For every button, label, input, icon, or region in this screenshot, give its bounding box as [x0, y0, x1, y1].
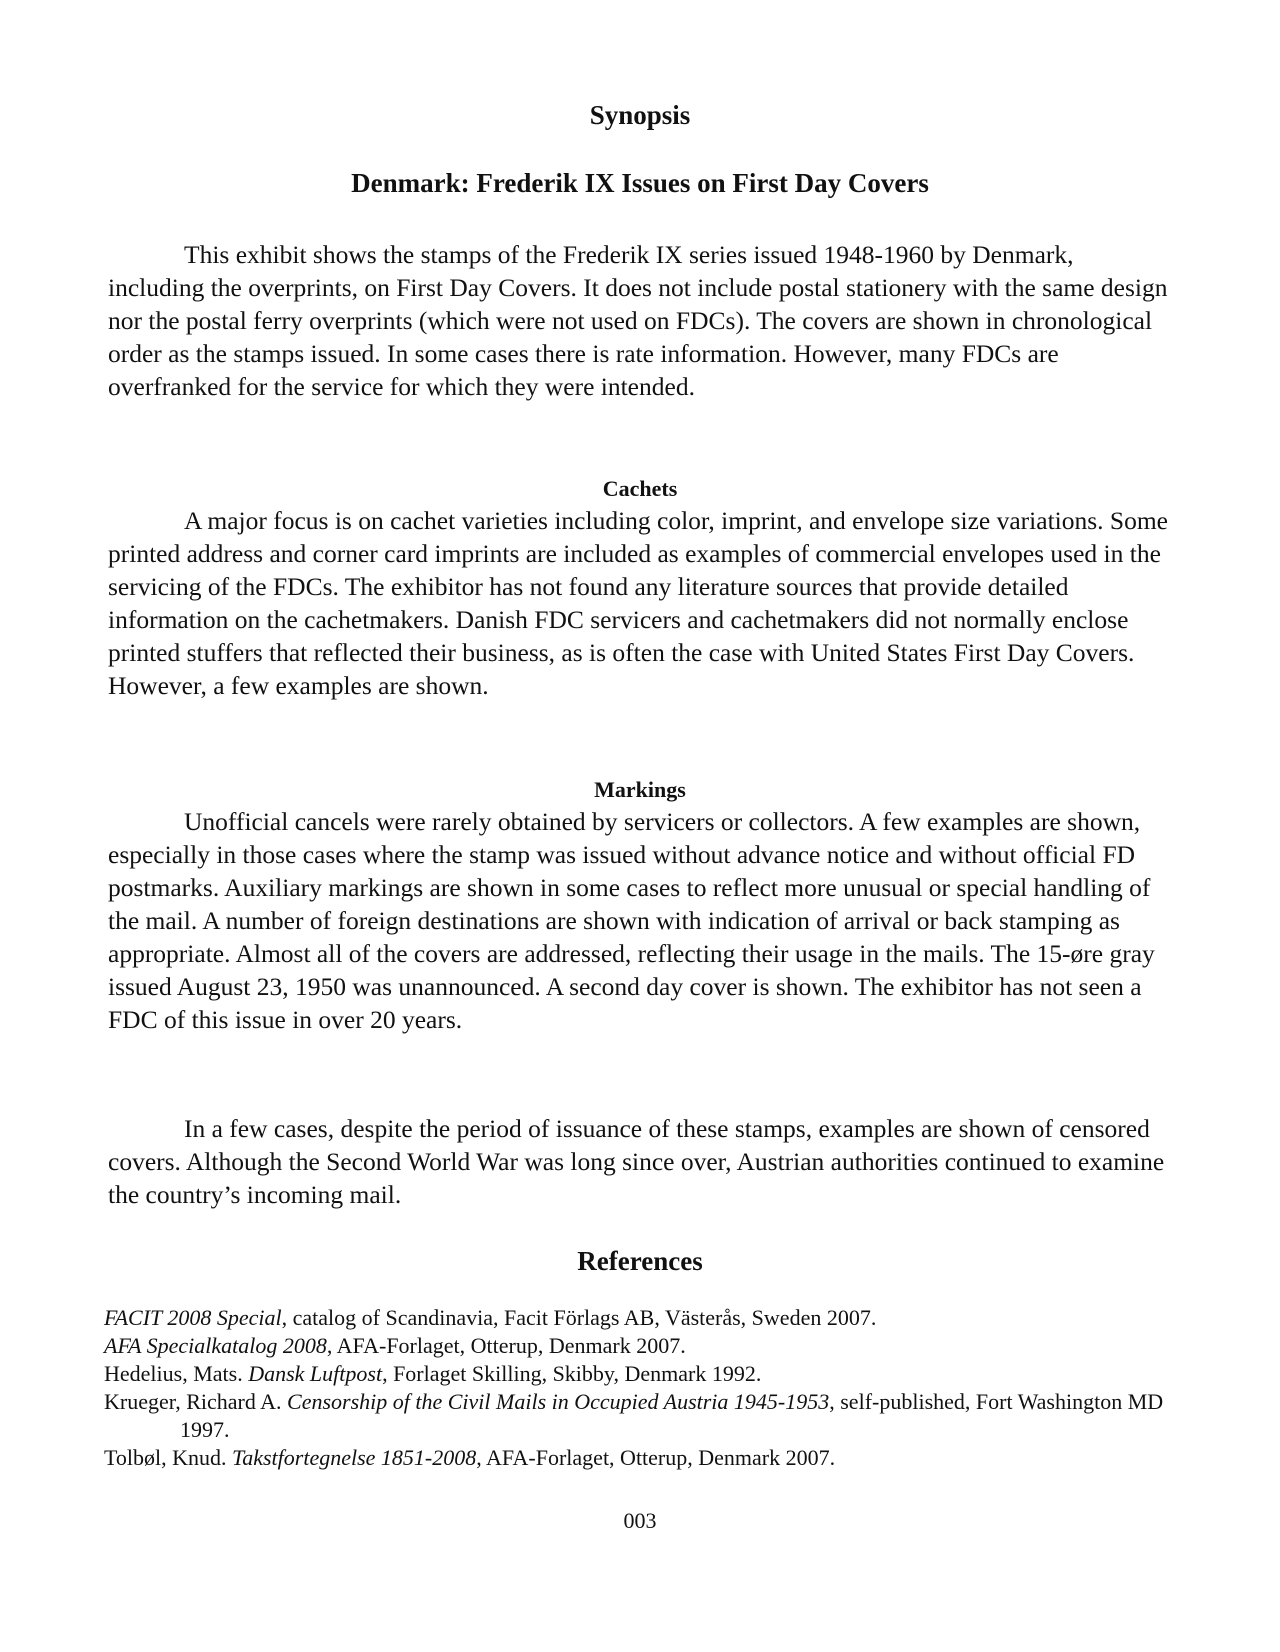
censored-paragraph: In a few cases, despite the period of issuance of these stamps, examples are shown of censored covers. Although the Second World War was long since over, Austrian authorities continued to examine the country’s incoming mail. — [108, 1114, 1165, 1209]
page-number: 003 — [623, 1508, 657, 1533]
page-subtitle: Denmark: Frederik IX Issues on First Day Covers — [351, 168, 929, 198]
reference-item: Hedelius, Mats. Dansk Luftpost, Forlaget Skilling, Skibby, Denmark 1992. — [104, 1361, 762, 1386]
intro-paragraph: This exhibit shows the stamps of the Frederik IX series issued 1948-1960 by Denmark, including the overprints, on First Day Covers. It does not include postal stationery with the same design nor the postal ferry overprints (which were not used on FDCs). The covers are shown in chronological order as the stamps issued. In some cases there is rate information. However, many FDCs are overfranked for the service for which they were intended. — [108, 240, 1168, 401]
reference-item: Krueger, Richard A. Censorship of the Civil Mails in Occupied Austria 1945-1953, self-published, Fort Washington MD 1997. — [104, 1389, 1164, 1442]
page-title: Synopsis — [589, 100, 691, 130]
reference-item: FACIT 2008 Special, catalog of Scandinavia, Facit Förlags AB, Västerås, Sweden 2007. — [104, 1305, 877, 1330]
cachets-paragraph: A major focus is on cachet varieties including color, imprint, and envelope size variations. Some printed address and corner card imprints are included as examples of commercial envelopes used in the servicing of the FDCs. The exhibitor has not found any literature sources that provide detailed information on the cachetmakers. Danish FDC servicers and cachetmakers did not normally enclose printed stuffers that reflected their business, as is often the case with United States First Day Covers. However, a few examples are shown. — [108, 506, 1169, 700]
references-list — [104, 1304, 1194, 1472]
markings-paragraph: Unofficial cancels were rarely obtained by servicers or collectors. A few examples are shown, especially in those cases where the stamp was issued without advance notice and without official FD postmarks. Auxiliary markings are shown in some cases to reflect more unusual or special handling of the mail. A number of foreign destinations are shown with indication of arrival or back stamping as appropriate. Almost all of the covers are addressed, reflecting their usage in the mails. The 15-øre gray issued August 23, 1950 was unannounced. A second day cover is shown. The exhibitor has not seen a FDC of this issue in over 20 years. — [108, 807, 1155, 1034]
reference-item: AFA Specialkatalog 2008, AFA-Forlaget, Otterup, Denmark 2007. — [104, 1333, 686, 1358]
reference-item: Tolbøl, Knud. Takstfortegnelse 1851-2008, AFA-Forlaget, Otterup, Denmark 2007. — [104, 1445, 836, 1470]
cachets-heading: Cachets — [602, 476, 678, 501]
references-heading: References — [577, 1246, 703, 1276]
markings-heading: Markings — [594, 777, 686, 802]
